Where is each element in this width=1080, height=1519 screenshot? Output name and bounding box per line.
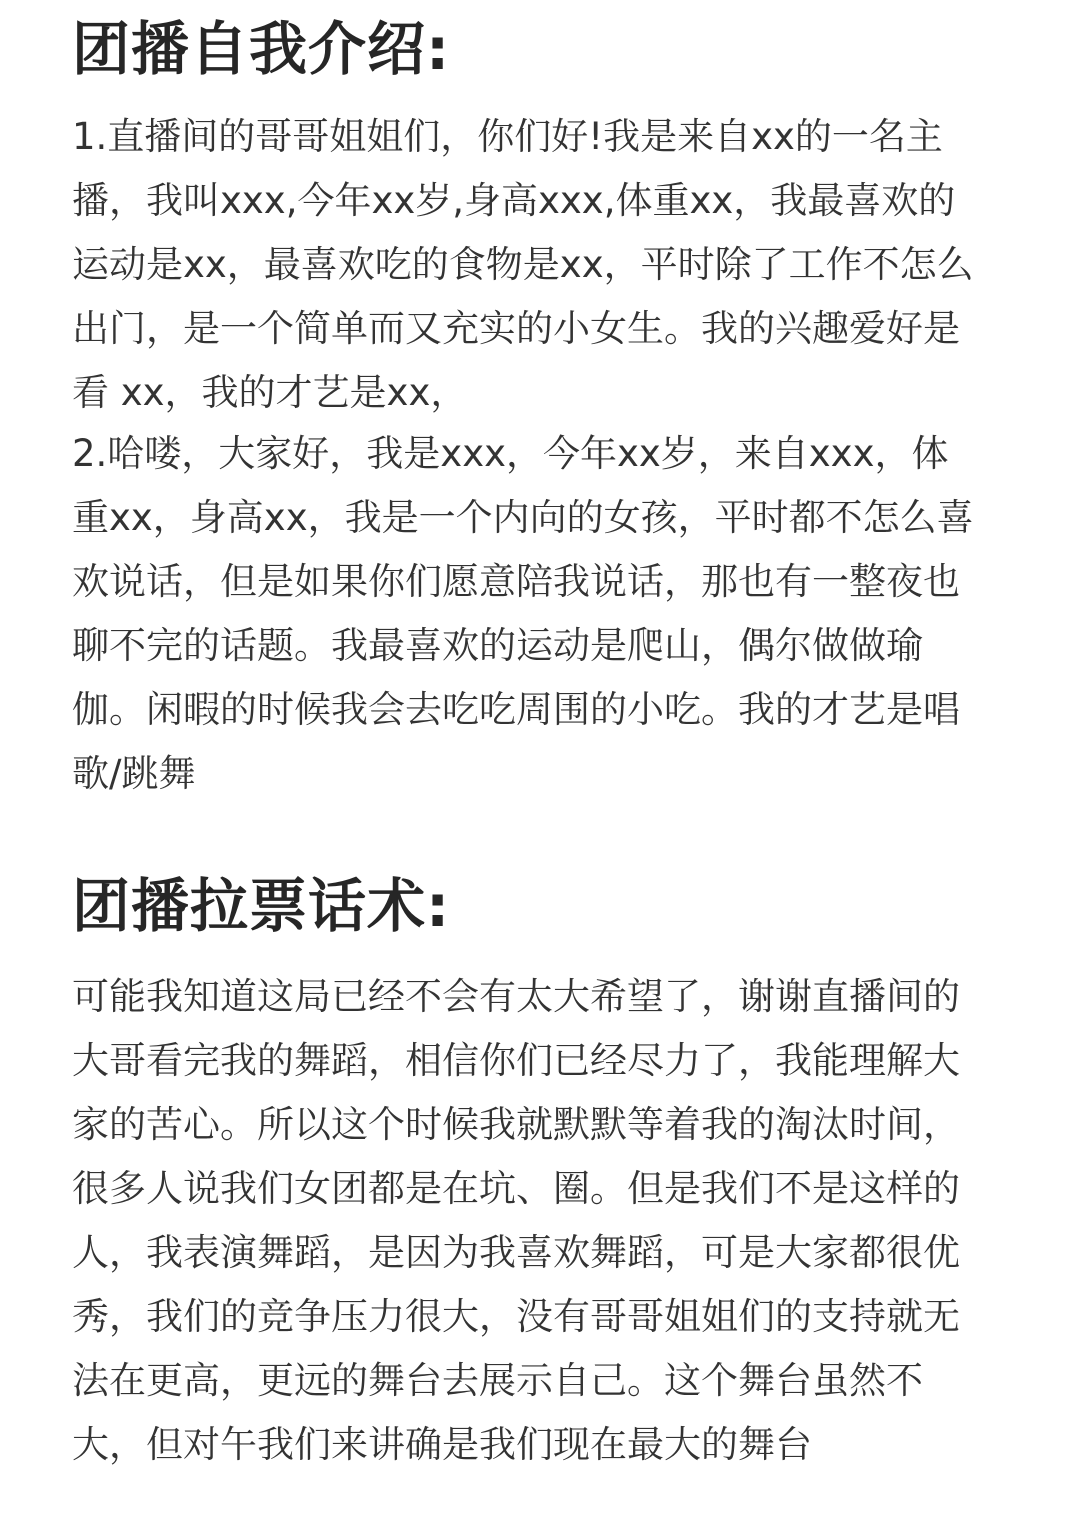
paragraph-line: 运动是xx，最喜欢吃的食物是xx，平时除了工作不怎么	[72, 243, 974, 286]
paragraph-line: 歌/跳舞	[72, 752, 196, 795]
paragraph-line: 人，我表演舞蹈，是因为我喜欢舞蹈，可是大家都很优	[72, 1231, 960, 1274]
paragraph-line: 重xx，身高xx，我是一个内向的女孩，平时都不怎么喜	[72, 496, 974, 539]
intro-paragraph-2	[72, 422, 974, 806]
paragraph-line: 看 xx，我的才艺是xx，	[72, 371, 468, 414]
paragraph-line: 出门，是一个简单而又充实的小女生。我的兴趣爱好是	[72, 307, 960, 350]
paragraph-line: 聊不完的话题。我最喜欢的运动是爬山，偶尔做做瑜	[72, 624, 923, 667]
paragraph-line: 秀，我们的竞争压力很大，没有哥哥姐姐们的支持就无	[72, 1295, 960, 1338]
paragraph-line: 法在更高，更远的舞台去展示自己。这个舞台虽然不	[72, 1359, 923, 1402]
vote-heading: 团播拉票话术:	[72, 872, 451, 940]
paragraph-line: 很多人说我们女团都是在坑、圈。但是我们不是这样的	[72, 1167, 960, 1210]
vote-paragraph	[72, 965, 960, 1477]
paragraph-line: 欢说话，但是如果你们愿意陪我说话，那也有一整夜也	[72, 560, 960, 603]
paragraph-line: 大，但对午我们来讲确是我们现在最大的舞台	[72, 1423, 812, 1466]
intro-paragraph-1	[72, 105, 974, 425]
paragraph-line: 1.直播间的哥哥姐姐们，你们好!我是来自xx的一名主	[72, 115, 943, 158]
paragraph-line: 2.哈喽，大家好，我是xxx，今年xx岁，来自xxx，体	[72, 432, 949, 475]
paragraph-line: 播，我叫xxx,今年xx岁,身高xxx,体重xx，我最喜欢的	[72, 179, 956, 222]
paragraph-line: 伽。闲暇的时候我会去吃吃周围的小吃。我的才艺是唱	[72, 688, 960, 731]
intro-heading: 团播自我介绍:	[72, 15, 451, 83]
paragraph-line: 可能我知道这局已经不会有太大希望了，谢谢直播间的	[72, 975, 960, 1018]
paragraph-line: 家的苦心。所以这个时候我就默默等着我的淘汰时间，	[72, 1103, 960, 1146]
paragraph-line: 大哥看完我的舞蹈，相信你们已经尽力了，我能理解大	[72, 1039, 960, 1082]
